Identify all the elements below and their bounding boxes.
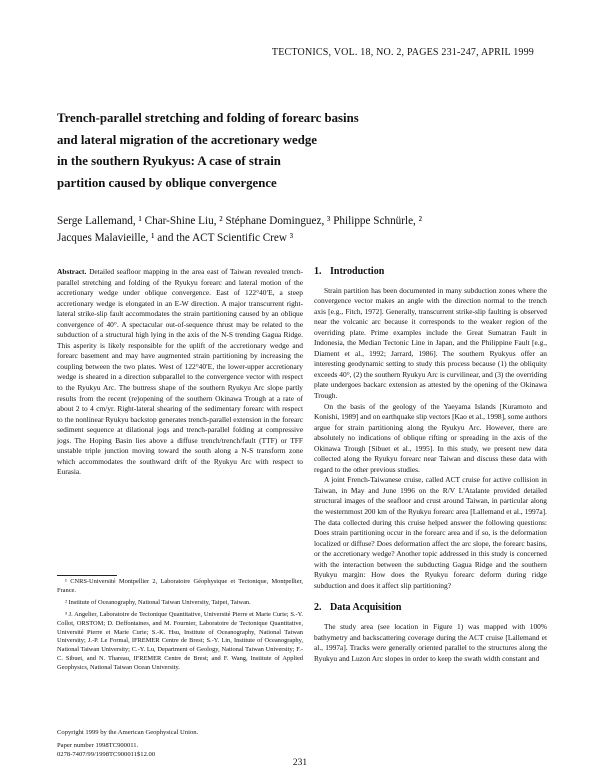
section-heading-introduction: [314, 267, 547, 278]
section-title: Introduction: [330, 266, 385, 277]
body-paragraph: A joint French-Taiwanese cruise, called ACT cruise for active collision in Taiwan, in May and June 1996 on the R/V L'Atalante provided detailed structural images of the seafloor and crust around Taiwan, in particular along the westernmost 200 km of the Ryukyu forearc area [Lallemand et al., 1997a]. The data collected during this cruise helped answer the following questions: Does strain partitioning occur in the forearc area and if so, is the deformation localized or diffuse? Does deformation affect the arc slope, the forearc basins, or the accretionary wedge? Another topic addressed in this study is concerned with the interaction between the subducting Gagua Ridge and the southern Ryukyu margin: How does the Ryukyu forearc deform during ridge subduction and does it affect slip partitioning?: [314, 475, 547, 590]
abstract-heading: Abstract.: [57, 267, 87, 276]
copyright-block: [57, 728, 303, 760]
title-line: partition caused by oblique convergence: [57, 175, 277, 190]
page-number: 231: [292, 758, 308, 768]
footnote: ² Institute of Oceanography, National Taiwan University, Taipei, Taiwan.: [65, 598, 251, 606]
author-list: [57, 213, 547, 247]
title-line: Trench-parallel stretching and folding of forearc basins: [57, 111, 359, 125]
title-line: and lateral migration of the accretionary wedge: [57, 132, 317, 147]
body-paragraph: Strain partition has been documented in many subduction zones where the convergence vector makes an angle with the direction normal to the trench axis [e.g., Fitch, 1972]. Generally, transcurrent strike-slip faulting is observed near the volcanic arc because it corresponds to the weaker region of the overriding plate. Prime examples include the Great Sumatran Fault in Indonesia, the Median Tectonic Line in Japan, and the Philippine Fault [e.g., Diament et al., 1992; Jarrard, 1986]. The southern Ryukyus offer an interesting geodynamic setting to study this process because (1) the obliquity exceeds 40°, (2) the southern Ryukyu Arc is curvilinear, and (3) the overriding plate undergoes backarc extension as attested by the opening of the Okinawa Trough.: [314, 285, 547, 401]
section-number: 2.: [314, 602, 322, 614]
paper-number: Paper number 1998TC900011.: [57, 741, 139, 749]
right-column: [314, 267, 547, 664]
copyright-line: Copyright 1999 by the American Geophysical Union.: [57, 729, 199, 736]
journal-header: TECTONICS, VOL. 18, NO. 2, PAGES 231-247, APRIL 1999: [271, 47, 534, 58]
footnote-rule: [57, 575, 117, 576]
section-heading-data-acquisition: [314, 603, 547, 614]
abstract-text: Detailed seafloor mapping in the area east of Taiwan revealed trench-parallel stretching and folding of the Ryukyu forearc and lateral motion of the accretionary wedge under oblique convergence. East of 122°40′E, a steep accretionary wedge is elongated in an E-W direction. A major transcurrent right-lateral strike-slip fault accommodates the strain partitioning caused by an oblique convergence of 40°. A spectacular out-of-sequence thrust may be related to the subduction of a structural high lying in the axis of the N-S trending Gagua Ridge. This asperity is likely responsible for the uplift of the accretionary wedge and forearc basement and may have augmented strain partitioning by increasing the coupling between the two plates. West of 122°40′E, the lower-upper accretionary wedge is sheared in a direction subparallel to the convergence vector with respect to the Ryukyu Arc. The buttress shape of the southern Ryukyu Arc slope partly results from the recent (re)opening of the southern Okinawa Trough at a rate of about 2 to 4 cm/yr. Right-lateral shearing of the sedimentary forearc with respect to the nonlinear Ryukyu backstop generates trench-parallel extension in the forearc sediment sequence at dilational jogs and trench-parallel folding at compressive jogs. The Hoping Basin lies above a diffuse trench/trench/fault (TTF) or TFF unstable triple junction moving toward the south along a N-S transform zone which accommodates the southward drift of the Ryukyu Arc with respect to Eurasia.: [57, 267, 303, 477]
left-column: [57, 267, 303, 478]
paper-title: [57, 108, 537, 194]
body-paragraph: On the basis of the geology of the Yaeyama Islands [Kuramoto and Konishi, 1989] and on earthquake slip vectors [Kao et al., 1998], some authors argue for strain partitioning along the Ryukyu Arc. However, there are absolutely no indications of oblique rifting or spreading in the axis of the Okinawa Trough [Sibuet et al., 1995]. In this study, we present new data collected along the Ryukyu forearc near Taiwan and discuss these data with regard to the other previous studies.: [314, 401, 547, 474]
footnotes: [57, 578, 303, 676]
author-line: Jacques Malavieille, ¹ and the ACT Scientific Crew ³: [57, 232, 294, 244]
section-title: Data Acquisition: [330, 602, 402, 614]
footnote: ¹ CNRS-Université Montpellier 2, Laboratoire Géophysique et Tectonique, Montpellier, France.: [57, 578, 303, 594]
footnote: ³ J. Angelier, Laboratoire de Tectonique Quantitative, Université Pierre et Marie Curie; S.-Y. Collot, ORSTOM; D. Deffontaines, and M. Fournier, Laboratoire de Tectonique Quantitative, Université Pierre et Marie Curie; S.-K. Hsu, Institute of Oceanography, National Taiwan University; J.-P. Le Formal, IFREMER Centre de Brest; S.-Y. Lin, Institute of Oceanography, National Taiwan University; C.-Y. Lu, Department of Geology, National Taiwan University; F.-C. Sibuet, and N. Thareau, IFREMER Centre de Brest; and F. Wang, Institute of Applied Geophysics, National Taiwan Ocean University.: [57, 610, 303, 672]
body-paragraph: The study area (see location in Figure 1) was mapped with 100% bathymetry and backscattering coverage during the ACT cruise [Lallemand et al., 1997a]. Tracks were generally oriented parallel to the structures along the Ryukyu and Luzon Arc slopes in order to keep the swath width constant and: [314, 621, 547, 663]
author-line: Serge Lallemand, ¹ Char-Shine Liu, ² Stéphane Dominguez, ³ Philippe Schnürle, ²: [57, 215, 423, 227]
section-number: 1.: [314, 266, 322, 277]
abstract: [57, 267, 303, 478]
title-line: in the southern Ryukyus: A case of strain: [57, 154, 281, 168]
issn-line: 0278-7407/99/1998TC900011$12.00: [57, 751, 156, 758]
